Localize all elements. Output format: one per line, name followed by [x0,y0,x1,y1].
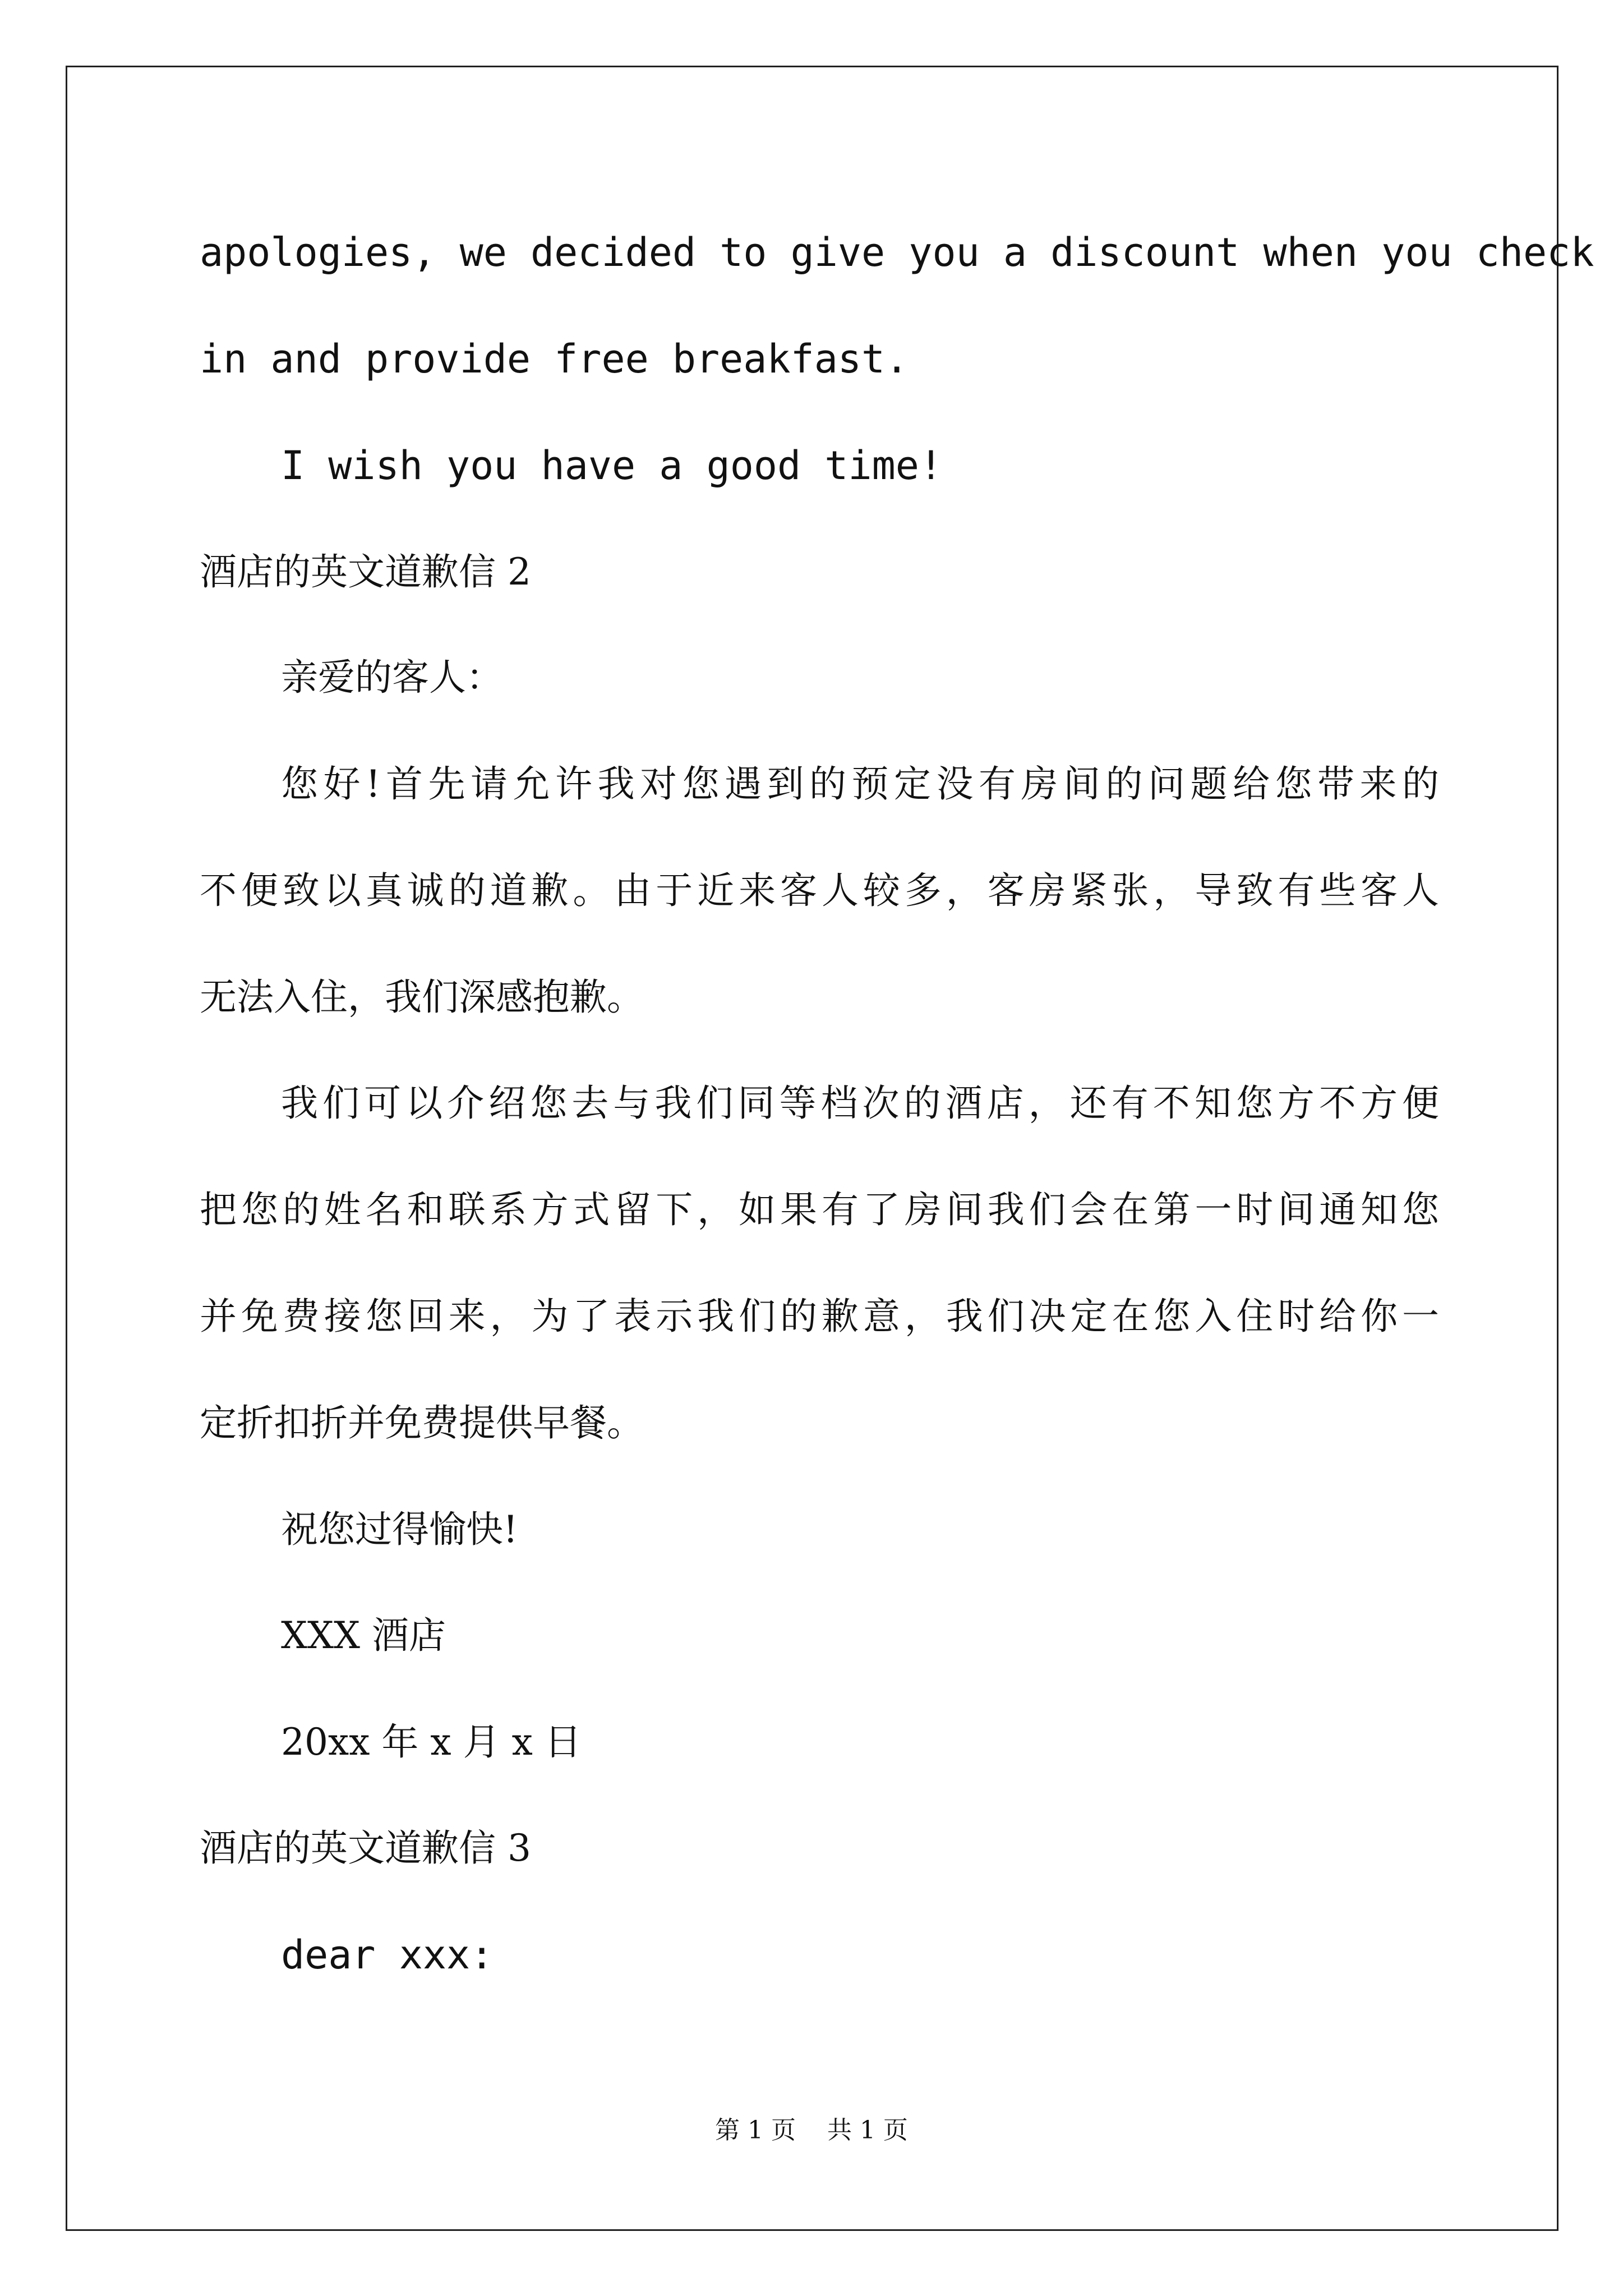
paragraph-line: 无法入住，我们深感抱歉。 [200,976,644,1019]
signature: XXX 酒店 [281,1614,446,1657]
paragraph-line: apologies, we decided to give you a discount when you check [200,229,1594,275]
page-footer: 第 1 页 共 1 页 [715,2116,908,2145]
paragraph-line: 不便致以真诚的道歉。由于近来客人较多，客房紧张，导致有些客人 [200,869,1439,912]
paragraph-line: 我们可以介绍您去与我们同等档次的酒店，还有不知您方不方便 [281,1082,1439,1125]
section-heading: 酒店的英文道歉信 2 [200,550,531,593]
salutation: dear xxx: [281,1932,494,1978]
paragraph-line: 并免费接您回来，为了表示我们的歉意，我们决定在您入住时给你一 [200,1295,1439,1338]
page-border [66,66,1594,2231]
paragraph-line: 您好!首先请允许我对您遇到的预定没有房间的问题给您带来的 [281,762,1439,806]
closing-line: 祝您过得愉快! [281,1508,518,1551]
paragraph-line: 定折扣折并免费提供早餐。 [200,1401,644,1444]
paragraph-line: I wish you have a good time! [281,443,943,489]
salutation: 亲爱的客人： [281,656,503,699]
paragraph-line: in and provide free breakfast. [200,336,909,382]
date-line: 20xx 年 x 月 x 日 [281,1720,582,1764]
paragraph-line: 把您的姓名和联系方式留下，如果有了房间我们会在第一时间通知您 [200,1188,1439,1231]
section-heading: 酒店的英文道歉信 3 [200,1826,531,1870]
